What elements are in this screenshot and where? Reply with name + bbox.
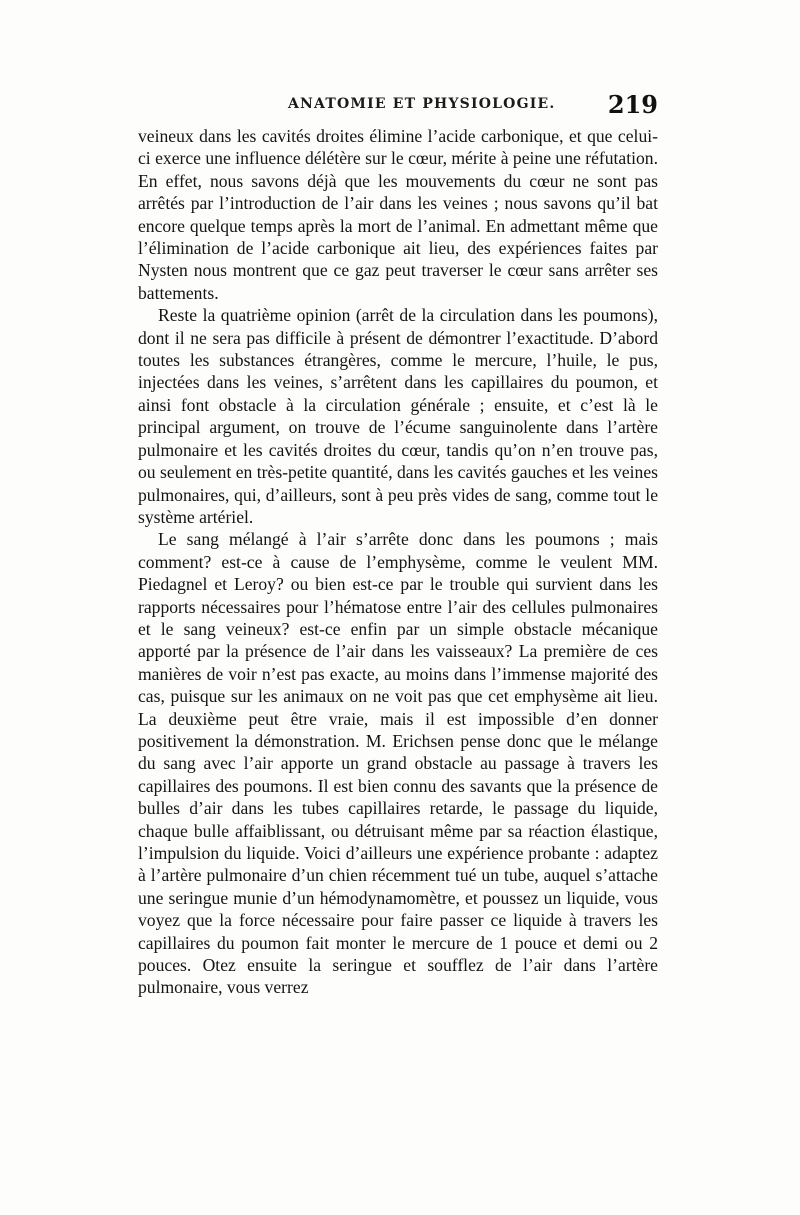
page-header [138,92,658,122]
body-text [138,125,658,999]
paragraph-2: Reste la quatrième opinion (arrêt de la circulation dans les poumons), dont il ne sera pas difficile à présent de démontrer l’exactitude. D’abord toutes les substances étrangères, comme le mercure, l’huile, le pus, injectées dans les veines, s’arrêtent dans les capillaires du poumon, et ainsi font obstacle à la circulation générale ; ensuite, et c’est là le principal argument, on trouve de l’écume sanguinolente dans l’artère pulmonaire et les cavités droites du cœur, tandis qu’on n’en trouve pas, ou seulement en très-petite quantité, dans les cavités gauches et les veines pulmonaires, qui, d’ailleurs, sont à peu près vides de sang, comme tout le système artériel. [138,305,658,527]
running-title: ANATOMIE ET PHYSIOLOGIE. [288,96,556,112]
page-number: 219 [607,90,658,119]
paragraph-3: Le sang mélangé à l’air s’arrête donc dans les poumons ; mais comment? est-ce à cause de l’emphysème, comme le veulent MM. Piedagnel et Leroy? ou bien est-ce par le trouble qui survient dans les rapports nécessaires pour l’hématose entre l’air des cellules pulmonaires et le sang veineux? est-ce enfin par un simple obstacle mécanique apporté par la présence de l’air dans les vaisseaux? La première de ces manières de voir n’est pas exacte, au moins dans l’immense majorité des cas, puisque sur les animaux on ne voit pas que cet emphysème ait lieu. La deuxième peut être vraie, mais il est impossible d’en donner positivement la démonstration. M. Erichsen pense donc que le mélange du sang avec l’air apporte un grand obstacle au passage à travers les capillaires des poumons. Il est bien connu des savants que la présence de bulles d’air dans les tubes capillaires retarde, le passage du liquide, chaque bulle affaiblissant, ou détruisant même par sa réaction élastique, l’impulsion du liquide. Voici d’ailleurs une expérience probante : adaptez à l’artère pulmonaire d’un chien récemment tué un tube, auquel s’attache une seringue munie d’un hémodynamomètre, et poussez un liquide, vous voyez que la force nécessaire pour faire passer ce liquide à travers les capillaires du poumon fait monter le mercure de 1 pouce et demi ou 2 pouces. Otez ensuite la seringue et soufflez de l’air dans l’artère pulmonaire, vous verrez [138,529,658,998]
paragraph-1: veineux dans les cavités droites élimine l’acide carbonique, et que celui-ci exerce une influence délétère sur le cœur, mérite à peine une réfutation. En effet, nous savons déjà que les mouvements du cœur ne sont pas arrêtés par l’introduction de l’air dans les veines ; nous savons qu’il bat encore quelque temps après la mort de l’animal. En admettant même que l’élimination de l’acide carbonique ait lieu, des expériences faites par Nysten nous montrent que ce gaz peut traverser le cœur sans arrêter ses battements. [138,126,658,303]
